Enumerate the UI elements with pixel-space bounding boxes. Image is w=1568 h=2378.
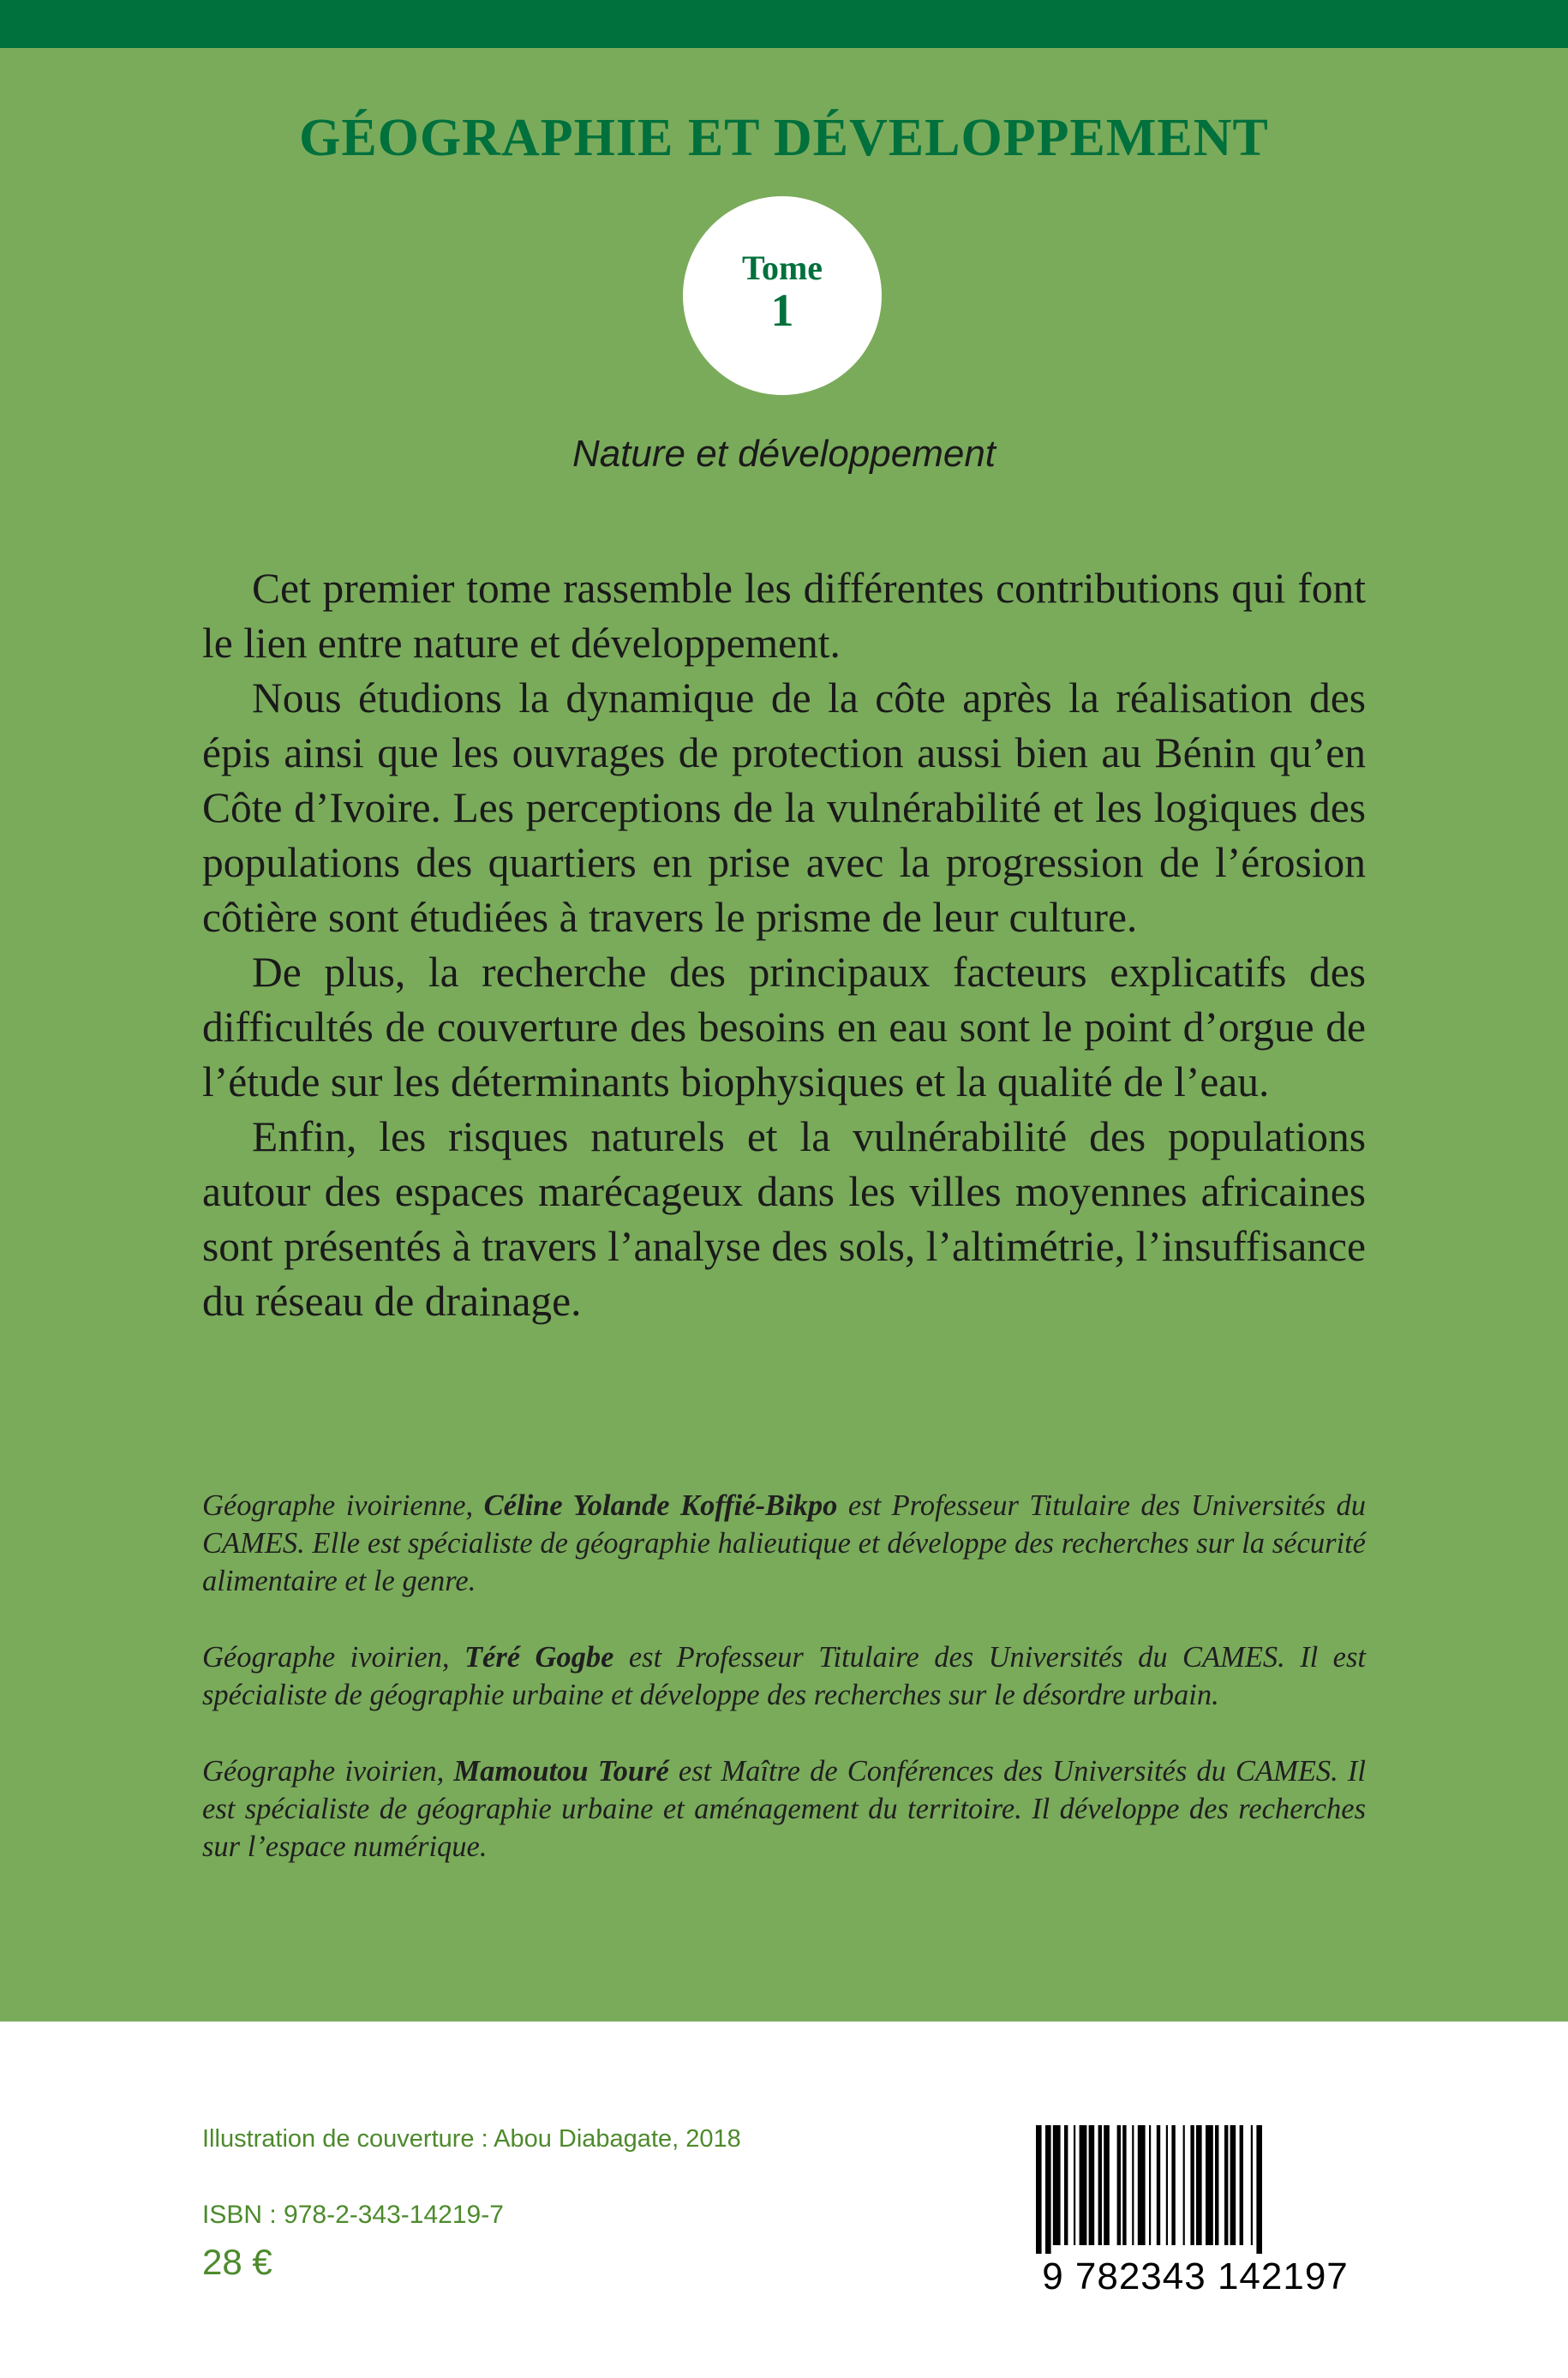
barcode-bar [1251, 2125, 1253, 2245]
barcode-bar [1240, 2125, 1243, 2245]
author-description: est Professeur Titulaire des Universités du CAMES. Elle est spécialiste de géographie halieutique et développe des recherches sur la sécurité alimentaire et le genre. [202, 1489, 1366, 1597]
author-bios [202, 1487, 1366, 1904]
illustration-credit: Illustration de couverture : Abou Diabagate, 2018 [202, 2125, 741, 2153]
price: 28 € [202, 2242, 272, 2282]
barcode-bar [1256, 2125, 1262, 2254]
barcode-bar [1122, 2125, 1126, 2245]
barcode-bar [1190, 2125, 1194, 2245]
author-bio [202, 1752, 1366, 1866]
series-title: GÉOGRAPHIE ET DÉVELOPPEMENT [299, 109, 1269, 167]
summary-paragraph: Enfin, les risques naturels et la vulnérabilité des populations autour des espaces marécageux dans les villes moyennes africaines sont présentés à travers l’analyse des sols, l’altimétrie, l’insuffisance du réseau de drainage. [202, 1113, 1366, 1325]
author-name: Céline Yolande Koffié-Bikpo [483, 1489, 838, 1522]
barcode-bar [1053, 2125, 1061, 2245]
author-description: est Professeur Titulaire des Universités du CAMES. Il est spécialiste de géographie urbaine et développe des recherches sur le désordre urbain. [202, 1641, 1366, 1711]
barcode-bar [1098, 2125, 1102, 2245]
barcode-bar [1166, 2125, 1168, 2245]
author-intro: Géographe ivoirienne, [202, 1489, 484, 1522]
barcode-bar [1230, 2125, 1236, 2245]
tome-label: Tome [741, 249, 823, 287]
summary-text [202, 561, 1366, 1329]
author-intro: Géographe ivoirien, [202, 1641, 464, 1674]
author-name: Téré Gogbe [464, 1641, 614, 1674]
barcode-bar [1149, 2125, 1151, 2245]
barcode-bar [1074, 2125, 1075, 2245]
barcode-bar [1036, 2125, 1042, 2254]
barcode-bar [1157, 2125, 1160, 2245]
isbn: ISBN : 978-2-343-14219-7 [202, 2201, 504, 2229]
author-bio [202, 1487, 1366, 1600]
summary-paragraph: De plus, la recherche des principaux facteurs explicatifs des difficultés de couverture des besoins en eau sont le point d’orgue de l’étude sur les déterminants biophysiques et la qualité de l’eau. [202, 949, 1366, 1105]
tome-number: 1 [770, 285, 794, 336]
barcode-bars [1024, 2125, 1367, 2254]
barcode-digits: 9 782343 142197 [1042, 2255, 1349, 2297]
author-description: est Maître de Conférences des Universités du CAMES. Il est spécialiste de géographie urbaine et aménagement du territoire. Il développe des recherches sur l’espace numérique. [202, 1755, 1366, 1863]
summary-paragraph: Nous étudions la dynamique de la côte après la réalisation des épis ainsi que les ouvrages de protection aussi bien au Bénin qu’en Côte d’Ivoire. Les perceptions de la vulnérabilité et les logiques des populations des quartiers en prise avec la progression de l’érosion côtière sont étudiées à travers le prisme de leur culture. [202, 674, 1366, 941]
volume-subtitle: Nature et développement [572, 433, 996, 475]
barcode-bar [1183, 2125, 1185, 2245]
barcode-bar [1089, 2125, 1095, 2245]
barcode-bar [1104, 2125, 1110, 2245]
barcode-bar [1117, 2125, 1121, 2245]
barcode-bar [1196, 2125, 1202, 2245]
barcode-bar [1132, 2125, 1134, 2245]
isbn-barcode [1024, 2125, 1367, 2305]
tome-badge [683, 196, 882, 395]
barcode-bar [1171, 2125, 1175, 2245]
author-bio [202, 1638, 1366, 1714]
top-color-band [0, 0, 1568, 48]
barcode-bar [1064, 2125, 1068, 2245]
author-intro: Géographe ivoirien, [202, 1755, 454, 1788]
barcode-bar [1215, 2125, 1218, 2245]
barcode-bar [1080, 2125, 1087, 2245]
summary-paragraph: Cet premier tome rassemble les différentes contributions qui font le lien entre nature et développement. [202, 565, 1366, 667]
author-name: Mamoutou Touré [453, 1755, 669, 1788]
barcode-bar [1206, 2125, 1213, 2245]
barcode-bar [1138, 2125, 1146, 2245]
barcode-bar [1224, 2125, 1228, 2245]
barcode-bar [1045, 2125, 1051, 2254]
